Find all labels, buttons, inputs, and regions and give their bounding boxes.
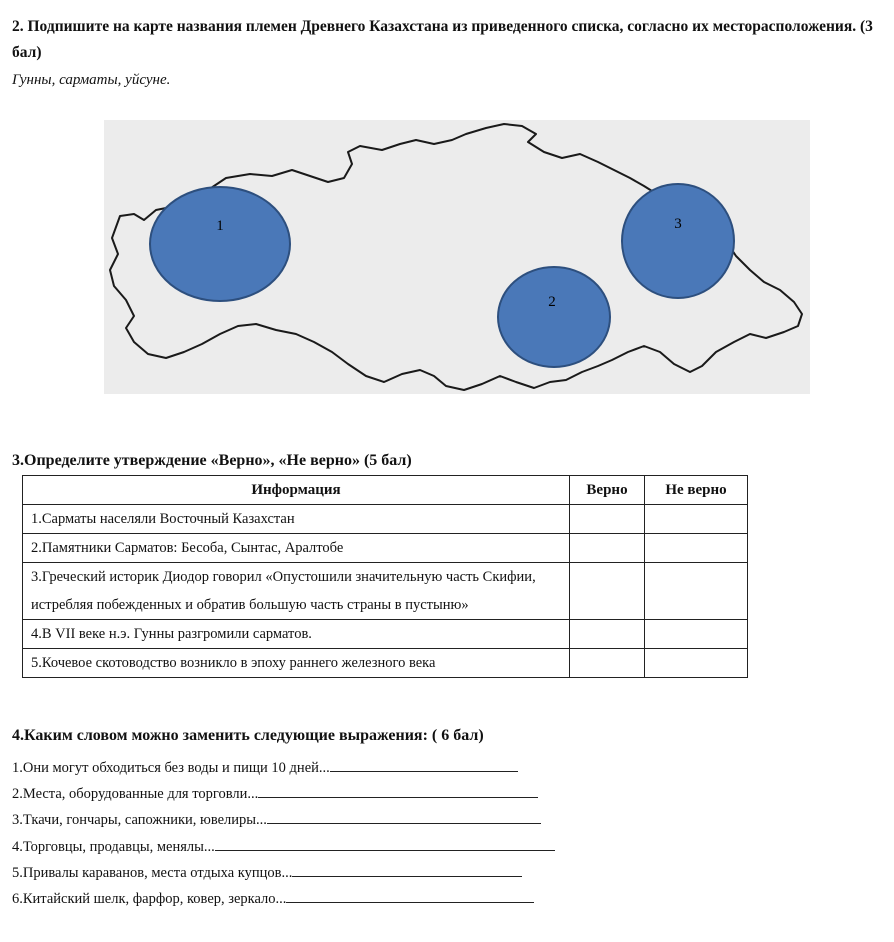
question-4-title: 4.Каким словом можно заменить следующие выражения: ( 6 бал) bbox=[12, 727, 484, 744]
fill-item-text: 3.Ткачи, гончары, сапожники, ювелиры... bbox=[12, 812, 267, 828]
statement-text: 5.Кочевое скотоводство возникло в эпоху раннего железного века bbox=[23, 649, 570, 678]
question-2-title: 2. Подпишите на карте названия племен Древнего Казахстана из приведенного списка, согласно их месторасположения. (3 бал) bbox=[12, 18, 873, 61]
fill-item bbox=[12, 809, 541, 829]
fill-item bbox=[12, 836, 555, 856]
answer-true-cell[interactable] bbox=[570, 649, 645, 678]
answer-true-cell[interactable] bbox=[570, 620, 645, 649]
svg-text:1: 1 bbox=[216, 218, 224, 234]
statement-text: 2.Памятники Сарматов: Бесоба, Сынтас, Аралтобе bbox=[23, 534, 570, 563]
kazakhstan-map bbox=[104, 120, 810, 394]
header-true: Верно bbox=[570, 476, 645, 505]
fill-item bbox=[12, 783, 538, 803]
table-row bbox=[23, 649, 748, 678]
table-row bbox=[23, 534, 748, 563]
table-row bbox=[23, 505, 748, 534]
fill-item-text: 1.Они могут обходиться без воды и пищи 10 дней... bbox=[12, 760, 330, 776]
table-row bbox=[23, 563, 748, 620]
region-marker-1[interactable] bbox=[150, 187, 290, 301]
tribe-list: Гунны, сарматы, уйсуне. bbox=[12, 72, 171, 88]
region-marker-2[interactable] bbox=[498, 267, 610, 367]
answer-false-cell[interactable] bbox=[645, 563, 748, 620]
statement-text: 3.Греческий историк Диодор говорил «Опустошили значительную часть Скифии, истребляя побежденных и обратив большую часть страны в пустыню» bbox=[23, 563, 570, 620]
answer-false-cell[interactable] bbox=[645, 534, 748, 563]
true-false-table bbox=[22, 475, 748, 678]
answer-true-cell[interactable] bbox=[570, 534, 645, 563]
fill-item-text: 4.Торговцы, продавцы, менялы... bbox=[12, 839, 215, 855]
answer-blank[interactable] bbox=[292, 862, 522, 877]
svg-text:3: 3 bbox=[674, 216, 682, 232]
table-row bbox=[23, 620, 748, 649]
svg-text:2: 2 bbox=[548, 294, 556, 310]
answer-blank[interactable] bbox=[258, 783, 538, 798]
answer-blank[interactable] bbox=[267, 809, 541, 824]
answer-true-cell[interactable] bbox=[570, 505, 645, 534]
fill-item bbox=[12, 757, 518, 777]
answer-blank[interactable] bbox=[330, 757, 518, 772]
header-info: Информация bbox=[23, 476, 570, 505]
answer-blank[interactable] bbox=[215, 836, 555, 851]
statement-text: 4.В VII веке н.э. Гунны разгромили сарматов. bbox=[23, 620, 570, 649]
answer-false-cell[interactable] bbox=[645, 649, 748, 678]
map-svg bbox=[104, 120, 810, 394]
region-marker-3[interactable] bbox=[622, 184, 734, 298]
answer-false-cell[interactable] bbox=[645, 620, 748, 649]
fill-item-text: 5.Привалы караванов, места отдыха купцов... bbox=[12, 865, 293, 881]
statement-text: 1.Сарматы населяли Восточный Казахстан bbox=[23, 505, 570, 534]
fill-item bbox=[12, 862, 522, 882]
answer-false-cell[interactable] bbox=[645, 505, 748, 534]
answer-true-cell[interactable] bbox=[570, 563, 645, 620]
fill-item-text: 2.Места, оборудованные для торговли... bbox=[12, 786, 259, 802]
header-false: Не верно bbox=[645, 476, 748, 505]
question-3-title: 3.Определите утверждение «Верно», «Не верно» (5 бал) bbox=[12, 452, 412, 469]
fill-item bbox=[12, 888, 534, 908]
fill-item-text: 6.Китайский шелк, фарфор, ковер, зеркало... bbox=[12, 891, 287, 907]
answer-blank[interactable] bbox=[286, 888, 534, 903]
